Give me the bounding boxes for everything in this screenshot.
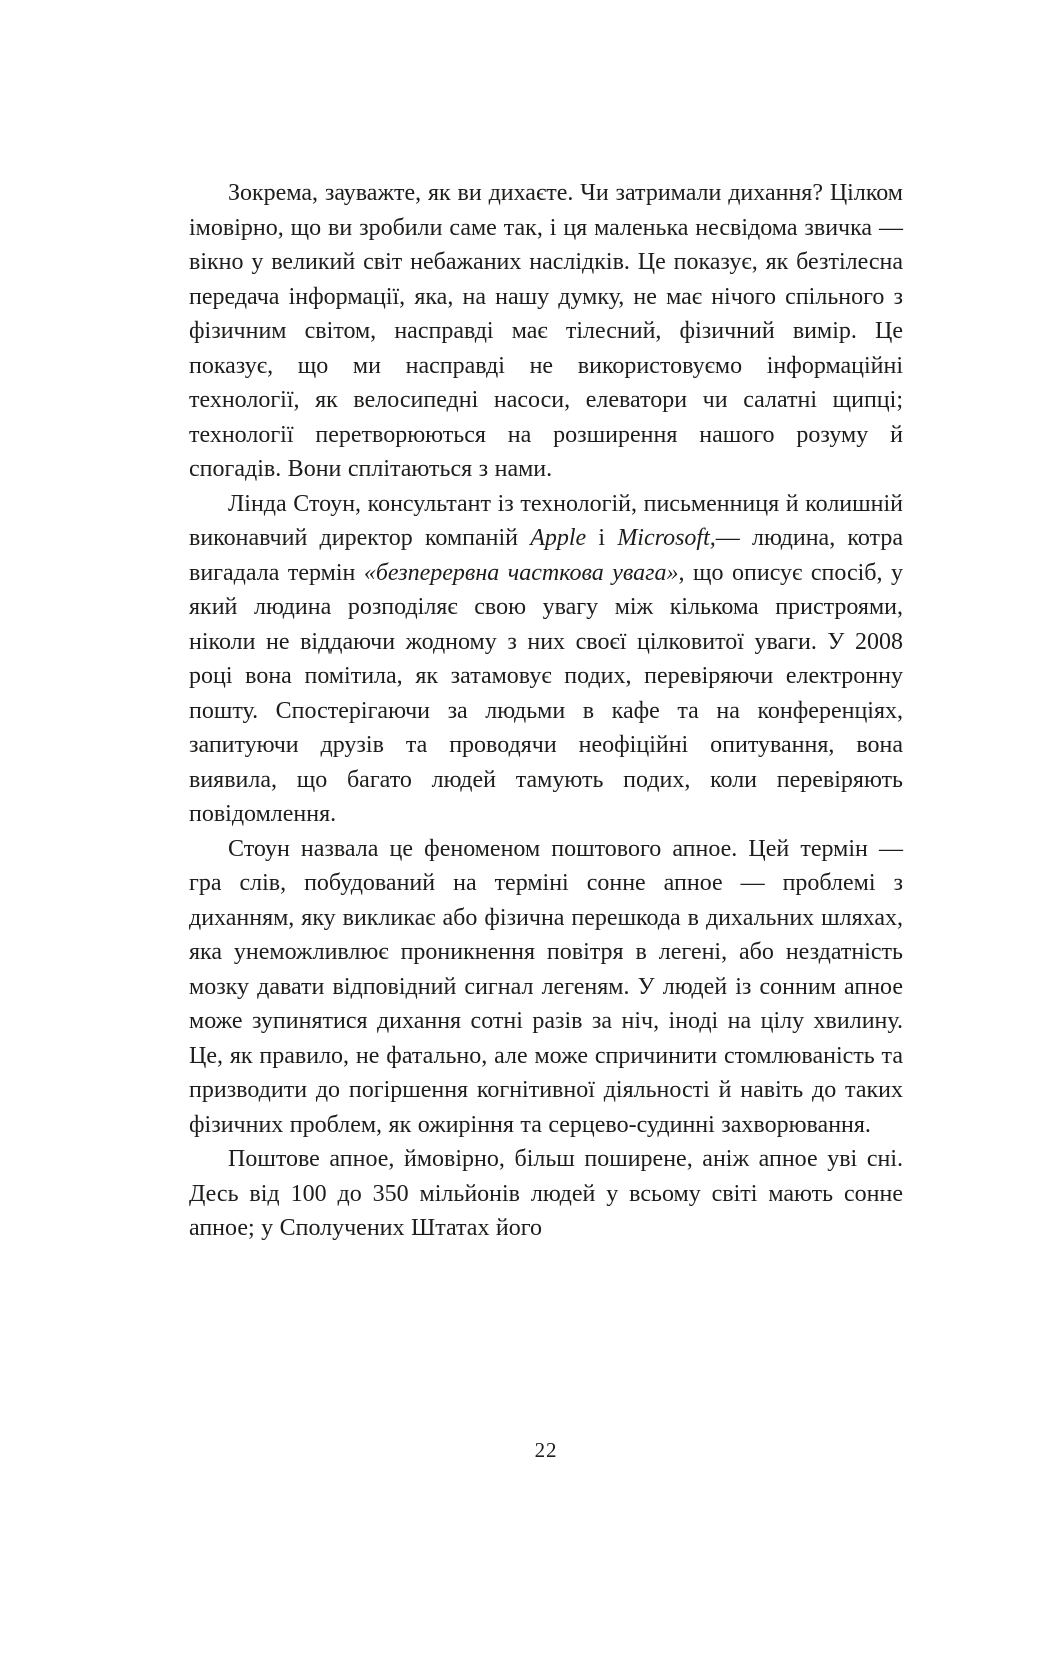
paragraph-4 <box>189 1142 903 1246</box>
page-number: 22 <box>534 1438 558 1462</box>
text-run-italic: Apple <box>530 525 587 551</box>
text-run: Лінда Стоун, консультант із технологій, письменниця й колишній виконавчий директор компаній <box>189 490 903 551</box>
text-run: і <box>586 525 618 551</box>
paragraph-2 <box>189 487 903 832</box>
text-run-italic: Microsoft, <box>617 525 716 551</box>
paragraph-3 <box>189 832 903 1143</box>
text-run: , що описує спосіб, у який людина розподіляє свою увагу між кількома пристроями, ніколи не віддаючи жодному з них своєї цілковитої уваги. У 2008 році вона помітила, як затамовує подих, перевіряючи електронну пошту. Спостерігаючи за людьми в кафе та на конференціях, запитуючи друзів та проводячи неофіційні опитування, вона виявила, що багато людей тамують подих, коли перевіряють повідомлення. <box>189 559 903 827</box>
text-run: — людина, котра вигадала термін <box>189 525 903 586</box>
paragraph-1 <box>189 176 903 487</box>
text-run: Зокрема, зауважте, як ви дихаєте. Чи затримали дихання? Цілком імовірно, що ви зробили саме так, і ця маленька несвідома звичка — вікно у великий світ небажаних наслідків. Це показує, як безтілесна передача інформації, яка, на нашу думку, не має нічого спільного з фізичним світом, насправді має тілесний, фізичний вимір. Це показує, що ми насправді не використовуємо інформаційні технології, як велосипедні насоси, елеватори чи салатні щипці; технології перетворюються на розширення нашого розуму й спогадів. Вони сплітаються з нами. <box>189 180 903 482</box>
text-run-italic: «безперервна часткова увага» <box>363 559 679 586</box>
text-block <box>189 176 903 1246</box>
text-run: Стоун назвала це феноменом поштового апное. Цей термін — гра слів, побудований на терміні сонне апное — проблемі з диханням, яку викликає або фізична перешкода в дихальних шляхах, яка унеможливлює проникнення повітря в легені, або нездатність мозку давати відповідний сигнал легеням. У людей із сонним апное може зупинятися дихання сотні разів за ніч, іноді на цілу хвилину. Це, як правило, не фатально, але може спричинити стомлюваність та призводити до погіршення когнітивної діяльності й навіть до таких фізичних проблем, як ожиріння та серцево-судинні захворювання. <box>189 835 903 1138</box>
text-run: Поштове апное, ймовірно, більш поширене, аніж апное уві сні. Десь від 100 до 350 мільйонів людей у всьому світі мають сонне апное; у Сполучених Штатах його <box>189 1146 903 1241</box>
